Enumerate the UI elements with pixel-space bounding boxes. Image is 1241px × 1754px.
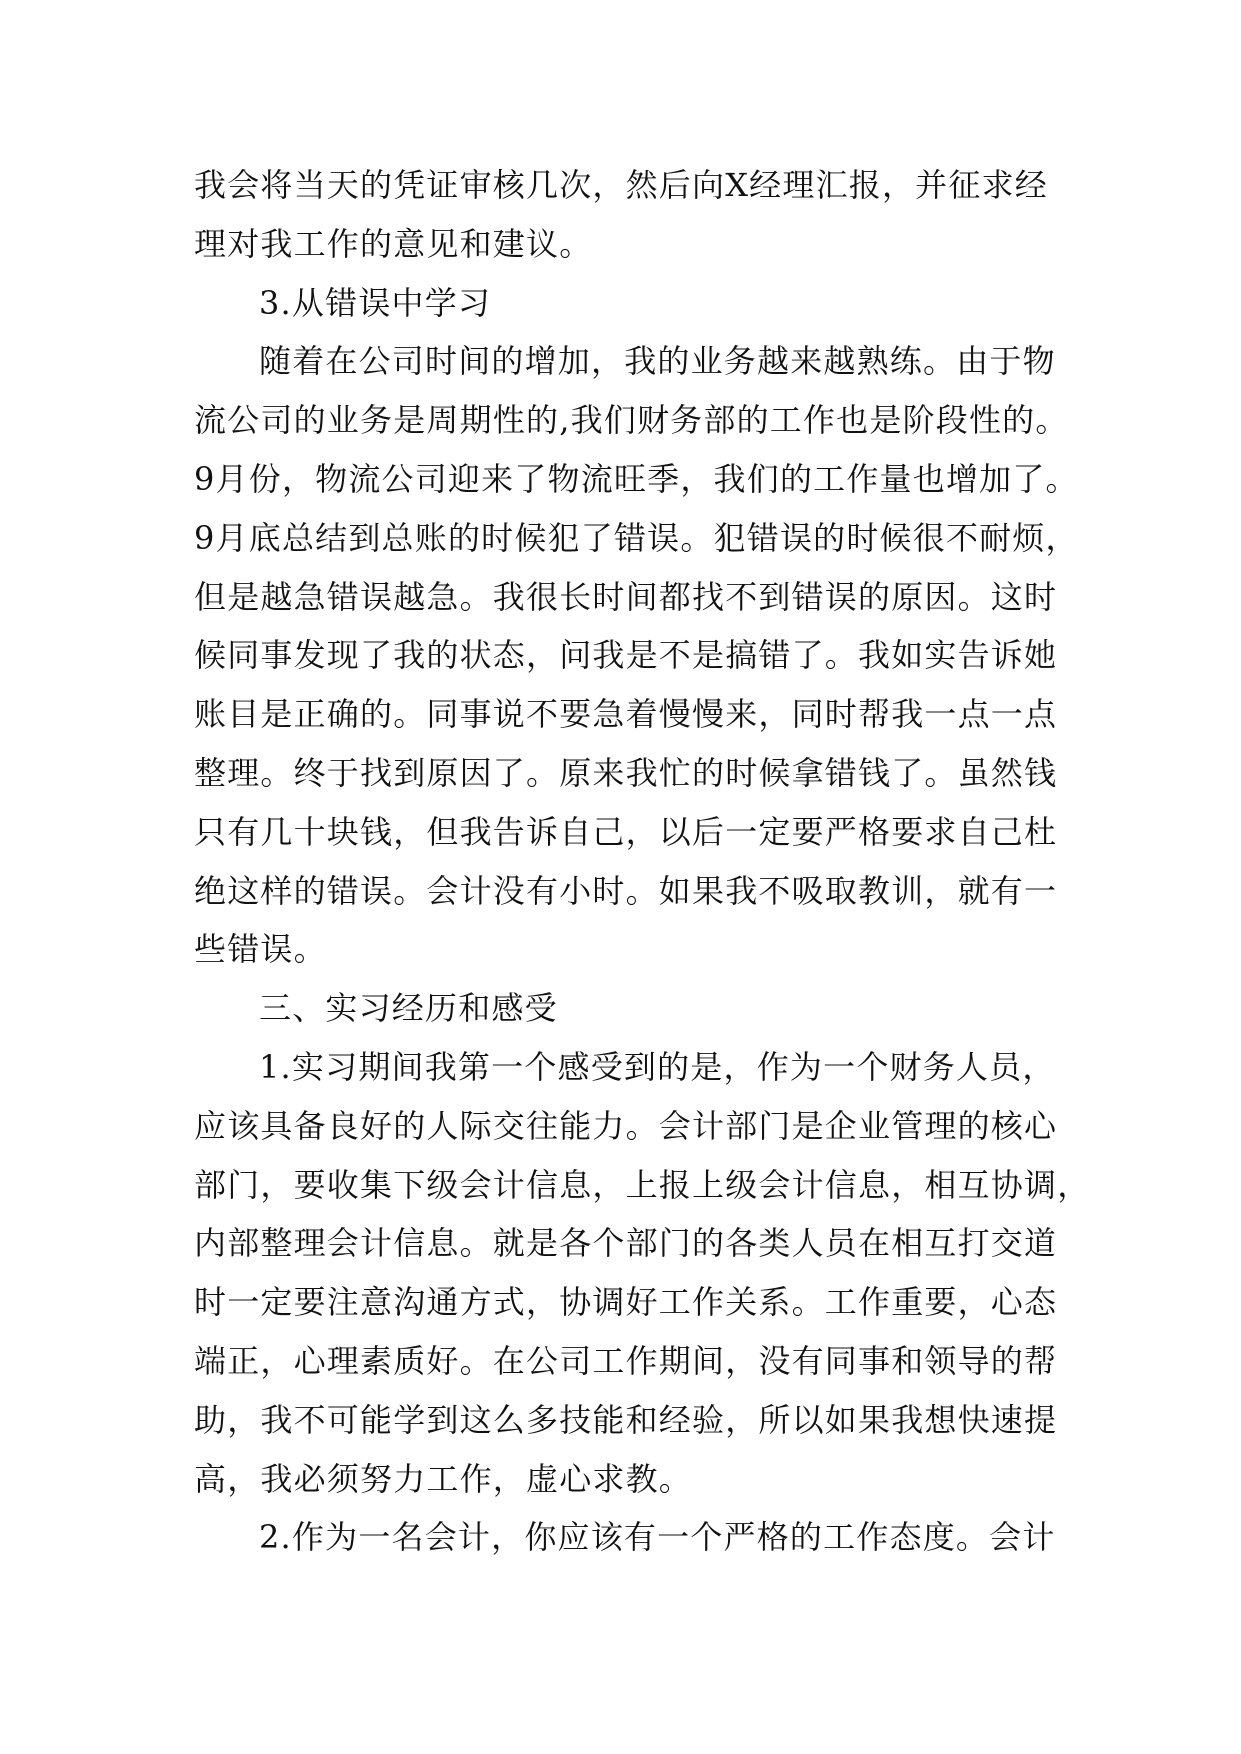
paragraph [194, 1508, 1058, 1567]
section-heading: 三、实习经历和感受 [259, 989, 558, 1028]
paragraph-line: 整理。终于找到原因了。原来我忙的时候拿错钱了。虽然钱 [194, 753, 1058, 792]
paragraph-line: 应该具备良好的人际交往能力。会计部门是企业管理的核心 [194, 1106, 1058, 1145]
paragraph-line: 随着在公司时间的增加，我的业务越来越熟练。由于物 [259, 342, 1056, 381]
paragraph [194, 332, 1079, 979]
paragraph-line: 账目是正确的。同事说不要急着慢慢来，同时帮我一点一点 [194, 695, 1058, 734]
paragraph-line: 9月份，物流公司迎来了物流旺季，我们的工作量也增加了。 [194, 459, 1079, 498]
paragraph-line: 候同事发现了我的状态，问我是不是搞错了。我如实告诉她 [194, 636, 1058, 675]
paragraph-line: 我会将当天的凭证审核几次，然后向X经理汇报，并征求经 [194, 166, 1048, 204]
subsection-heading: 3.从错误中学习 [259, 283, 492, 322]
paragraph-line: 助，我不可能学到这么多技能和经验，所以如果我想快速提 [194, 1400, 1058, 1439]
paragraph-line: 1.实习期间我第一个感受到的是，作为一个财务人员， [259, 1047, 1056, 1086]
paragraph-line: 端正，心理素质好。在公司工作期间，没有同事和领导的帮 [194, 1341, 1058, 1380]
paragraph-line: 流公司的业务是周期性的,我们财务部的工作也是阶段性的。 [194, 401, 1069, 440]
paragraph-line: 9月底总结到总账的时候犯了错误。犯错误的时候很不耐烦， [194, 518, 1079, 557]
paragraph-line: 只有几十块钱，但我告诉自己，以后一定要严格要求自己杜 [194, 812, 1058, 851]
document-body [194, 156, 1091, 1567]
paragraph-line: 时一定要注意沟通方式，协调好工作关系。工作重要，心态 [194, 1283, 1058, 1322]
paragraph-line: 2.作为一名会计，你应该有一个严格的工作态度。会计 [259, 1518, 1056, 1557]
paragraph [194, 156, 1058, 274]
paragraph-line: 内部整理会计信息。就是各个部门的各类人员在相互打交道 [194, 1224, 1058, 1263]
paragraph-line: 理对我工作的意见和建议。 [194, 224, 593, 263]
paragraph-line: 但是越急错误越急。我很长时间都找不到错误的原因。这时 [194, 577, 1058, 616]
paragraph-line: 部门，要收集下级会计信息，上报上级会计信息，相互协调， [194, 1165, 1091, 1204]
paragraph-line: 高，我必须努力工作，虚心求教。 [194, 1459, 693, 1498]
paragraph-line: 些错误。 [194, 930, 327, 969]
paragraph [194, 1038, 1091, 1508]
paragraph-line: 绝这样的错误。会计没有小时。如果我不吸取教训，就有一 [194, 871, 1058, 910]
